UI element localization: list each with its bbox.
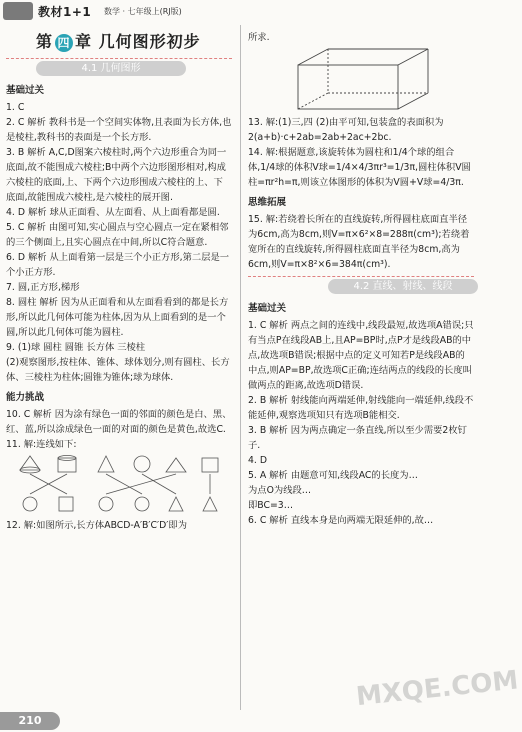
answer-item: 9. (1)球 圆柱 圆锥 长方体 三棱柱 bbox=[6, 342, 146, 353]
left-column bbox=[6, 30, 232, 533]
answer-item: 1. C 解析 两点之间的连线中,线段最短,故选项A错误;只有当点P在线段AB上,且AP=BP时,点P才是线段AB的中点,故选项B错误;根据中点的定义可知若P是线段AB的中点,则AP=BP,故选项C正确;连结两点的线段的长度叫做两点的距离,故选项D错误. bbox=[248, 320, 474, 391]
basic-heading: 基础过关 bbox=[6, 85, 45, 96]
answer-item: 3. B 解析 因为两点确定一条直线,所以至少需要2枚钉子. bbox=[248, 425, 467, 451]
cuboid-figure bbox=[288, 45, 438, 115]
section-bar bbox=[6, 58, 232, 77]
watermark: MXQE.COM bbox=[354, 665, 520, 713]
answer-item: 3. B 解析 A,C,D图案六棱柱时,两个六边形重合为同一底面,故不能围成六棱柱;B中两个六边形图形相对,构成六棱柱的底面,上、下两个六边形围成六棱柱的上、下底面,故能围成六棱柱,是六棱柱的展开图. bbox=[6, 147, 227, 203]
answer-item: 15. 解:若绕着长所在的直线旋转,所得圆柱底面直半径为6cm,高为8cm,则V=π×6²×8=288π(cm³);若绕着宽所在的直线旋转,所得圆柱底面直半径为8cm,高为6cm,则V=π×8²×6=384π(cm³). bbox=[248, 214, 470, 270]
answer-item: (2)观察图形,按柱体、锥体、球体划分,则有圆柱、长方体、三棱柱为柱体;圆锥为锥体;球为球体. bbox=[6, 357, 230, 383]
thinking-heading: 思维拓展 bbox=[248, 197, 287, 208]
answer-item: 5. C 解析 由图可知,实心圆点与空心圆点一定在紧相邻的三个侧面上,且实心圆点在中间,所以C符合题意. bbox=[6, 222, 229, 248]
solids-figure bbox=[6, 454, 226, 514]
column-divider bbox=[240, 25, 241, 710]
answer-item: 1. C bbox=[6, 102, 25, 113]
answer-item: 为点O为线段… bbox=[248, 485, 312, 496]
answer-item: 5. A 解析 由题意可知,线段AC的长度为… bbox=[248, 470, 418, 481]
basic-heading-2: 基础过关 bbox=[248, 303, 287, 314]
answer-item: 4. D 解析 球从正面看、从左面看、从上面看都是圆. bbox=[6, 207, 220, 218]
answer-item: 2. C 解析 教科书是一个空间实体物,且表面为长方体,也是棱柱,教科书的表面是一个长方形. bbox=[6, 117, 232, 143]
answer-item: 7. 圆,正方形,梯形 bbox=[6, 282, 80, 293]
subject-label: 数学 · 七年级上(RJ版) bbox=[104, 7, 182, 16]
answer-item: 14. 解:根据题意,该旋转体为圆柱和1/4个球的组合体,1/4球的体积V球=1/4×4/3πr³=1/3π,圆柱体积V圆柱=πr²h=π,则该立体图形的体积为V圆+V球=4/3π. bbox=[248, 147, 471, 188]
page-number: 210 bbox=[0, 712, 60, 730]
answer-item: 8. 圆柱 解析 因为从正面看和从左面看看到的都是长方形,所以此几何体可能为柱体,因为从上面看到的是一个圆,所以此几何体可能为圆柱. bbox=[6, 297, 229, 338]
section-title: 4.1 几何图形 bbox=[36, 61, 186, 76]
ability-heading: 能力挑战 bbox=[6, 392, 45, 403]
page-header bbox=[0, 0, 483, 22]
section-bar-2 bbox=[248, 276, 474, 295]
answer-item: 4. D bbox=[248, 455, 267, 466]
chapter-title: 第 四 章 几何图形初步 bbox=[36, 32, 201, 51]
section-title-2: 4.2 直线、射线、线段 bbox=[328, 279, 478, 294]
matching-figure bbox=[6, 454, 232, 516]
answer-item: 10. C 解析 因为涂有绿色一面的邻面的颜色是白、黑、红、蓝,所以涂成绿色一面的对面的颜色是黄色,故选C. bbox=[6, 409, 232, 435]
cuboid-diagram bbox=[288, 45, 438, 115]
answer-item: 2. B 解析 射线能向两端延伸,射线能向一端延伸,线段不能延伸,观察选项知只有选项B能相交. bbox=[248, 395, 474, 421]
right-column bbox=[248, 30, 474, 528]
answer-item: 即BC=3… bbox=[248, 500, 294, 511]
answer-item: 6. C 解析 直线本身是向两端无限延伸的,故… bbox=[248, 515, 434, 526]
answer-item: 11. 解:连线如下: bbox=[6, 439, 77, 450]
answer-item: 所求. bbox=[248, 32, 270, 43]
answer-item: 12. 解:如图所示,长方体ABCD-A′B′C′D′即为 bbox=[6, 520, 188, 531]
brand-title: 教材1+1 bbox=[38, 5, 92, 19]
answer-item: 6. D 解析 从上面看第一层是三个小正方形,第二层是一个小正方形. bbox=[6, 252, 230, 278]
answer-item: 13. 解:(1)三,四 (2)由平可知,包装盒的表面积为2(a+b)·c+2ab=2ab+2ac+2bc. bbox=[248, 117, 444, 143]
chapter-number: 四 bbox=[55, 34, 73, 52]
brand-logo bbox=[3, 2, 33, 20]
